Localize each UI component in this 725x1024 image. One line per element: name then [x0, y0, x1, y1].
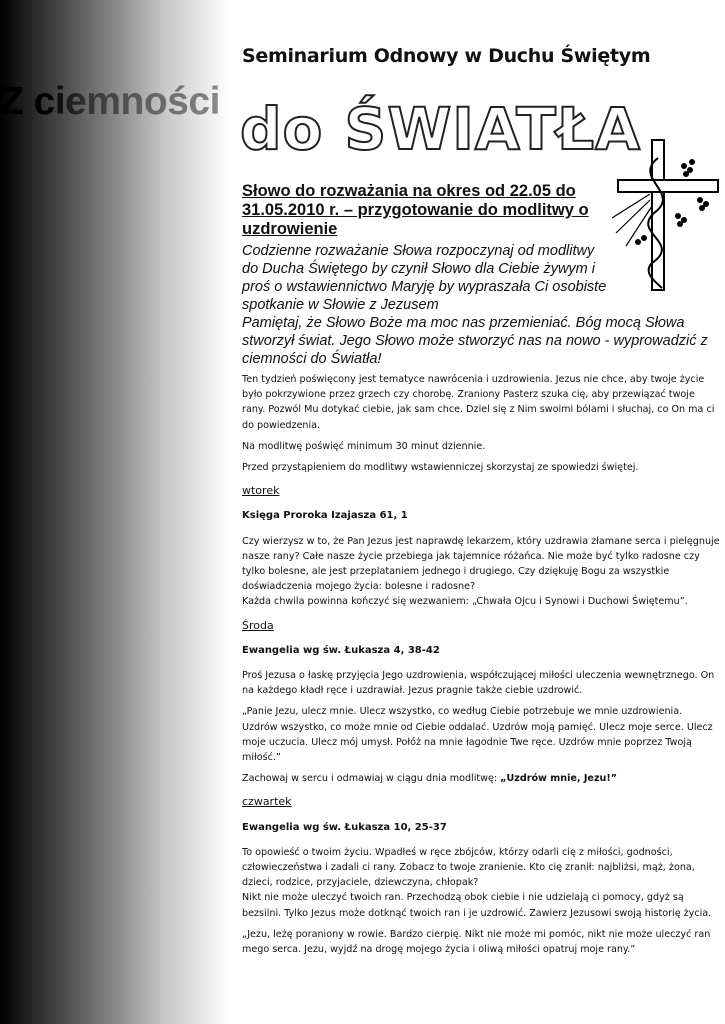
day-text: Czy wierzysz w to, że Pan Jezus jest naprawdę lekarzem, który uzdrawia złamane serca i pielęgnuje nasze rany? Całe nasze życie przebiega jak tajemnice różańca. Nie może być tylko radosne czy tylko bolesne, ale jest przeplataniem jednego i drugiego. Czy dziękuję Bogu za wszystkie doświadczenia mojego życia: bolesne i radosne?	[242, 535, 720, 593]
brand-title-left: Z ciemności	[0, 80, 220, 123]
day-text: To opowieść o twoim życiu. Wpadłeś w ręce zbójców, którzy odarli cię z miłości, godności, człowieczeństwa i zadali ci rany. Zobacz to twoje zranienie. Kto cię zranił: najbliżsi, mąż, żona, dzieci, rodzice, przyjaciele, dziewczyna, chłopak?	[242, 846, 695, 889]
brand-title-right: do ŚWIATŁA	[240, 95, 641, 163]
scripture-ref-wednesday: Ewangelia wg św. Łukasza 4, 38-42	[242, 644, 440, 656]
intro-paragraph: Na modlitwę poświęć minimum 30 minut dziennie.	[242, 440, 486, 452]
day-heading-tuesday: wtorek	[242, 484, 280, 498]
scripture-ref-tuesday: Księga Proroka Izajasza 61, 1	[242, 510, 408, 522]
day-heading-thursday: czwartek	[242, 795, 292, 809]
day-paragraph	[242, 771, 720, 786]
day-paragraph	[242, 845, 720, 921]
intro-paragraph: Przed przystąpieniem do modlitwy wstawienniczej skorzystaj ze spowiedzi świętej.	[242, 462, 639, 474]
intro-reminder-text: Pamiętaj, że Słowo Boże ma moc nas przemieniać. Bóg mocą Słowa stworzył świat. Jego Słowo może stworzyć nas na nowo - wyprowadzić z ciemności do Światła!	[242, 315, 708, 367]
intro-italic	[242, 242, 722, 368]
meditation-title: Słowo do rozważania na okres od 22.05 do 31.05.2010 r. – przygotowanie do modlitwy o uzdrowienie	[242, 182, 589, 238]
prayer-bold: „Uzdrów mnie, Jezu!”	[500, 773, 618, 785]
main-content	[242, 372, 720, 963]
seminar-title: Seminarium Odnowy w Duchu Świętym	[242, 45, 651, 67]
day-paragraph: Proś Jezusa o łaskę przyjęcia Jego uzdrowienia, współczującej miłości uleczenia wewnętrznego. On na każdego kładł ręce i uzdrawiał. Jezus pragnie także ciebie uzdrowić.	[242, 670, 715, 697]
day-text: Każda chwila powinna kończyć się wezwaniem: „Chwała Ojcu i Synowi i Duchowi Świętemu”.	[242, 596, 688, 608]
day-text: Nikt nie może uleczyć twoich ran. Przechodzą obok ciebie i nie udzielają ci pomocy, gdyż są bezsilni. Tylko Jezus może dotknąć twoich ran i je uzdrowić. Zawierz Jezusowi swoją historię życia.	[242, 892, 712, 919]
day-text: Zachowaj w sercu i odmawiaj w ciągu dnia modlitwę:	[242, 773, 501, 785]
intro-prayer-text: Codzienne rozważanie Słowa rozpoczynaj od modlitwy do Ducha Świętego by czynił Słowo dla Ciebie żywym i proś o wstawiennictwo Maryję by wypraszała Ci osobiste spotkanie w Słowie z Jezusem	[242, 243, 607, 313]
day-paragraph	[242, 534, 720, 610]
heading-block	[242, 182, 614, 239]
day-heading-wednesday: Środa	[242, 618, 274, 632]
intro-paragraph: Ten tydzień poświęcony jest tematyce nawrócenia i uzdrowienia. Jezus nie chce, aby twoje życie było pokrzywione przez grzech czy chorobę. Zraniony Pasterz szuka cię, aby przewiązać twoje rany. Pozwól Mu dotykać ciebie, jak sam chce. Dziel się z Nim swoimi bólami i słuchaj, co On ma ci do powiedzenia.	[242, 374, 715, 431]
left-gradient-band	[0, 0, 230, 1024]
day-paragraph: „Panie Jezu, ulecz mnie. Ulecz wszystko, co według Ciebie potrzebuje we mnie uzdrowienia. Uzdrów wszystko, co może mnie od Ciebie oddalać. Uzdrów moją pamięć. Ulecz moje serce. Ulecz moje uczucia. Ulecz mój umysł. Połóż na mnie łagodnie Twe ręce. Uzdrów mnie poprzez Twoją miłość.”	[242, 706, 713, 764]
scripture-ref-thursday: Ewangelia wg św. Łukasza 10, 25-37	[242, 821, 447, 833]
day-paragraph: „Jezu, leżę poraniony w rowie. Bardzo cierpię. Nikt nie może mi pomóc, nikt nie może uleczyć ran mego serca. Jezu, wyjdź na drogę mojego życia i oliwą miłości opatruj moje rany.”	[242, 928, 711, 956]
